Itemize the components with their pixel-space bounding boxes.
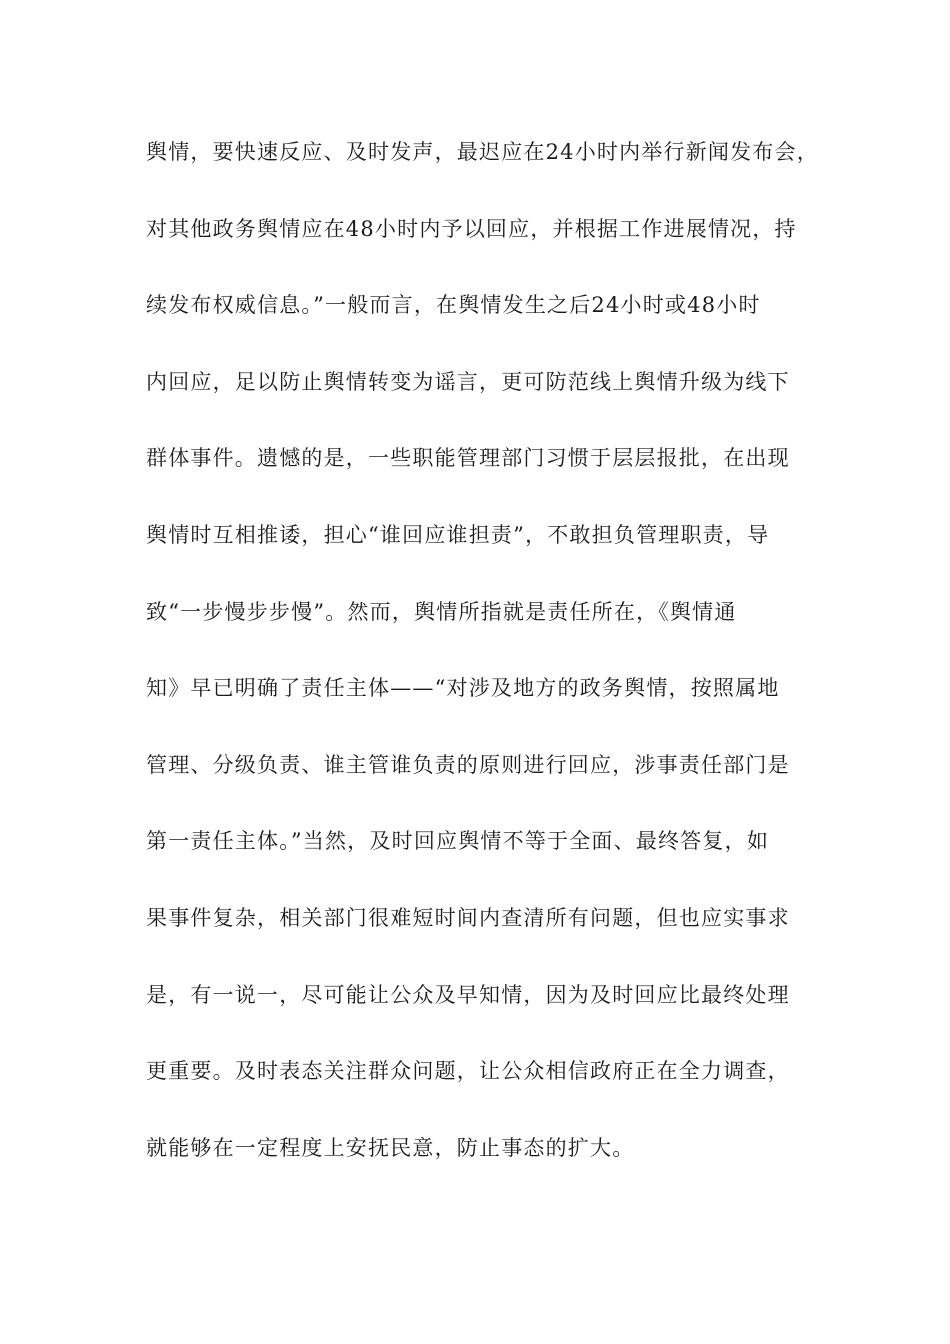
text-line: 对其他政务舆情应在48小时内予以回应，并根据工作进展情况，持	[146, 216, 797, 241]
text-line: 更重要。及时表态关注群众问题，让公众相信政府正在全力调查，	[146, 1059, 790, 1084]
text-line: 就能够在一定程度上安抚民意，防止事态的扩大。	[146, 1135, 635, 1160]
text-line: 是，有一说一，尽可能让公众及早知情，因为及时回应比最终处理	[146, 982, 790, 1007]
text-line: 管理、分级负责、谁主管谁负责的原则进行回应，涉事责任部门是	[146, 752, 790, 777]
body-text	[146, 132, 826, 1204]
text-line: 内回应，足以防止舆情转变为谣言，更可防范线上舆情升级为线下	[146, 369, 790, 394]
text-line: 致“一步慢步步慢”。然而，舆情所指就是责任所在，《舆情通	[146, 599, 737, 624]
text-line: 舆情，要快速反应、及时发声，最迟应在24小时内举行新闻发布会，	[146, 140, 819, 164]
text-line: 第一责任主体。”当然，及时回应舆情不等于全面、最终答复，如	[146, 829, 770, 854]
text-line: 群体事件。遗憾的是，一些职能管理部门习惯于层层报批，在出现	[146, 446, 790, 471]
text-line: 果事件复杂，相关部门很难短时间内查清所有问题，但也应实事求	[146, 905, 790, 930]
text-line: 舆情时互相推诿，担心“谁回应谁担责”，不敢担负管理职责，导	[146, 522, 770, 547]
text-line: 续发布权威信息。”一般而言，在舆情发生之后24小时或48小时	[146, 293, 761, 318]
text-line: 知》早已明确了责任主体——“对涉及地方的政务舆情，按照属地	[146, 676, 780, 701]
